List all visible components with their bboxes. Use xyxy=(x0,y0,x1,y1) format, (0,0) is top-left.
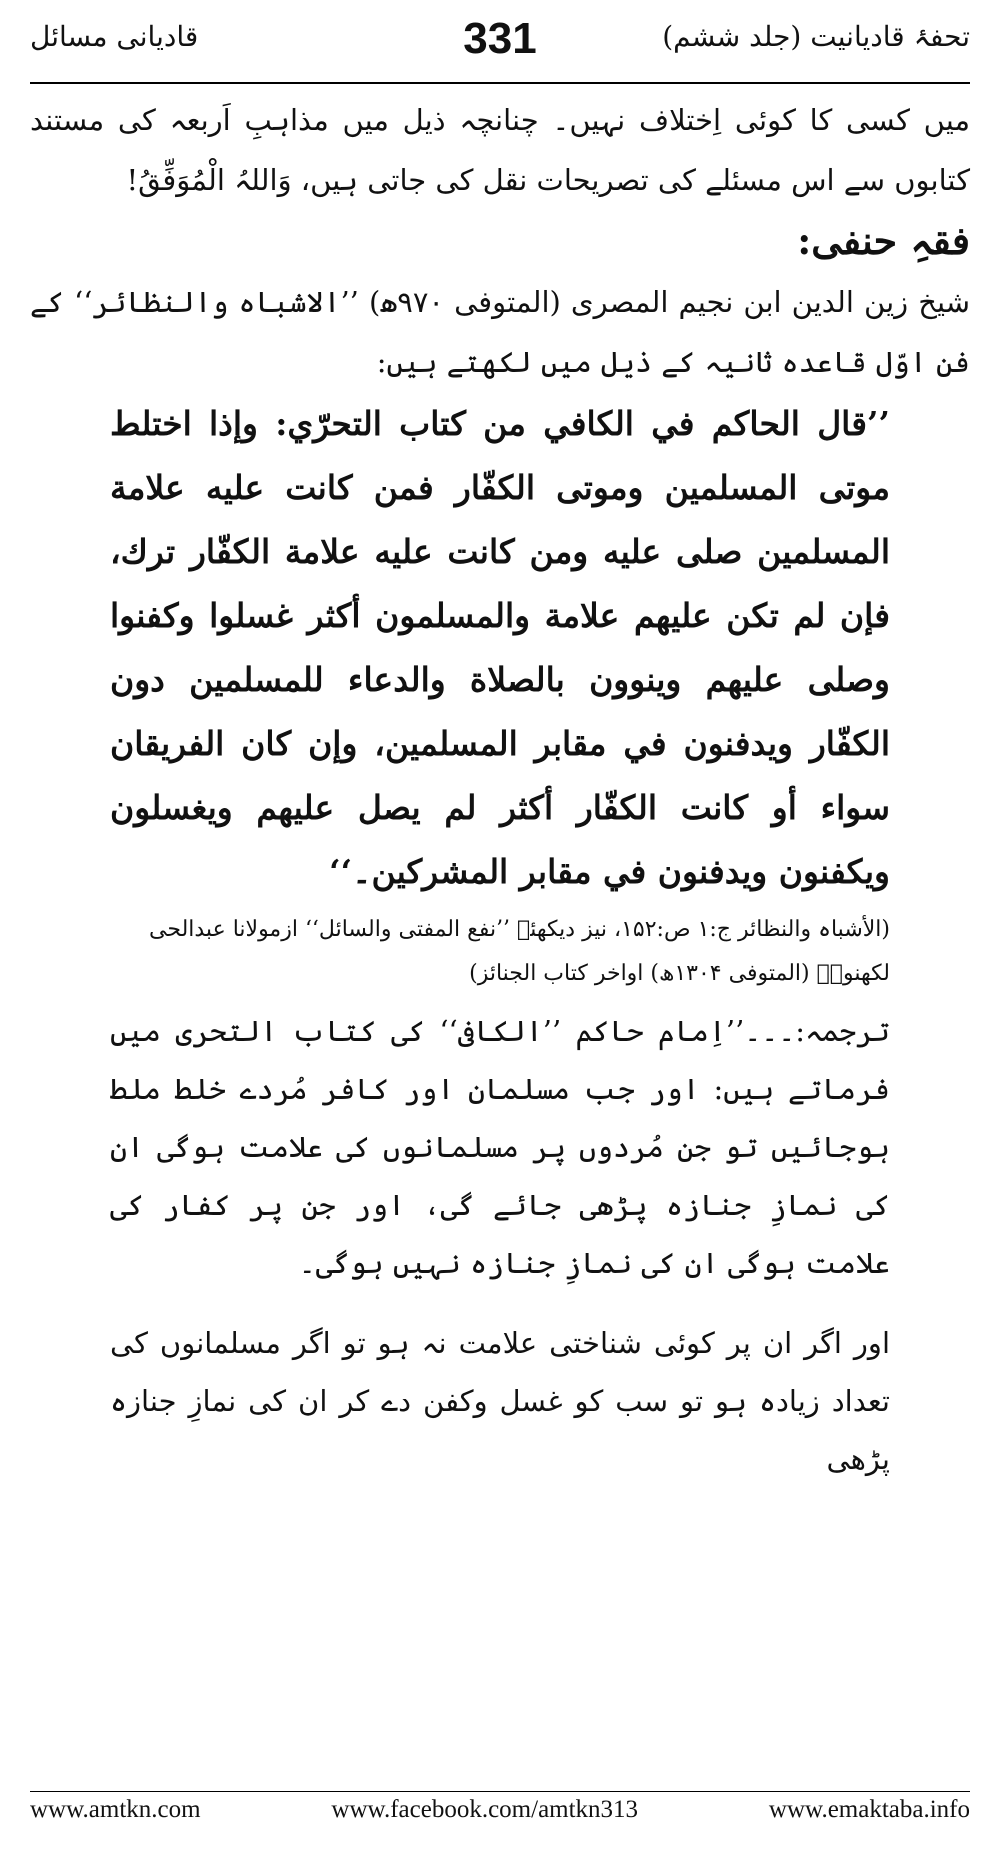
intro-paragraph: میں کسی کا کوئی اِختلاف نہیں۔ چنانچہ ذیل میں مذاہبِ اَربعہ کی مستند کتابوں سے اس مسئلے کی تصریحات نقل کی جاتی ہیں، وَاللہُ الْمُوَفِّقُ! xyxy=(30,103,970,197)
footer-link-amtkn[interactable]: www.amtkn.com xyxy=(30,1796,201,1823)
section-title: قادیانی مسائل xyxy=(30,20,199,53)
page-header xyxy=(30,14,970,74)
book-title: تحفۂ قادیانیت (جلد ششم) xyxy=(662,20,970,53)
footer-rule xyxy=(30,1791,970,1792)
translation-paragraph-1: ترجمہ:۔۔۔’’اِمام حاکم ’’الکافی‘‘ کی کتاب التحری میں فرماتے ہیں: اور جب مسلمان اور کافر مُردے خلط ملط ہوجائیں تو جن مُردوں پر مسلمانوں کی علامت ہوگی ان کی نمازِ جنازہ پڑھی جائے گی، اور جن پر کفار کی علامت ہوگی ان کی نمازِ جنازہ نہیں ہوگی۔ xyxy=(110,1014,890,1280)
source-intro-paragraph: شیخ زین الدین ابن نجیم المصری (المتوفی ۹۷۰ھ) ’’الاشباہ والنظائر‘‘ کے فن اوّل قاعدہ ثانیہ کے ذیل میں لکھتے ہیں: xyxy=(30,285,970,379)
footer-link-emaktaba[interactable]: www.emaktaba.info xyxy=(768,1796,970,1823)
translation-paragraph-2: اور اگر ان پر کوئی شناختی علامت نہ ہو تو اگر مسلمانوں کی تعداد زیادہ ہو تو سب کو غسل وکفن دے کر ان کی نمازِ جنازہ پڑھی xyxy=(110,1326,890,1476)
page-number: 331 xyxy=(463,14,537,63)
header-rule xyxy=(30,82,970,84)
page-body xyxy=(30,90,970,1755)
reference-note: (الأشباہ والنظائر ج:۱ ص:۱۵۲، نیز دیکھئے ’’نفع المفتی والسائل‘‘ ازمولانا عبدالحی لکھنویؒ (المتوفی ۱۳۰۴ھ) اواخر کتاب الجنائز) xyxy=(149,917,890,986)
section-heading: فقہِ حنفی: xyxy=(797,218,970,263)
footer-link-facebook[interactable]: www.facebook.com/amtkn313 xyxy=(331,1796,639,1823)
page-footer xyxy=(30,1796,970,1832)
arabic-quote: ’’قال الحاكم في الكافي من كتاب التحرّي: وإذا اختلط موتى المسلمين وموتى الكفّار فمن كانت عليه علامة المسلمين صلى عليه ومن كانت عليه علامة الكفّار ترك، فإن لم تكن عليهم علامة والمسلمون أكثر غسلوا وكفنوا وصلى عليهم وينوون بالصلاة والدعاء للمسلمين دون الكفّار ويدفنون في مقابر المسلمين، وإن كان الفريقان سواء أو كانت الكفّار أكثر لم يصل عليهم ويغسلون ويكفنون ويدفنون في مقابر المشركين۔‘‘ xyxy=(110,404,890,891)
